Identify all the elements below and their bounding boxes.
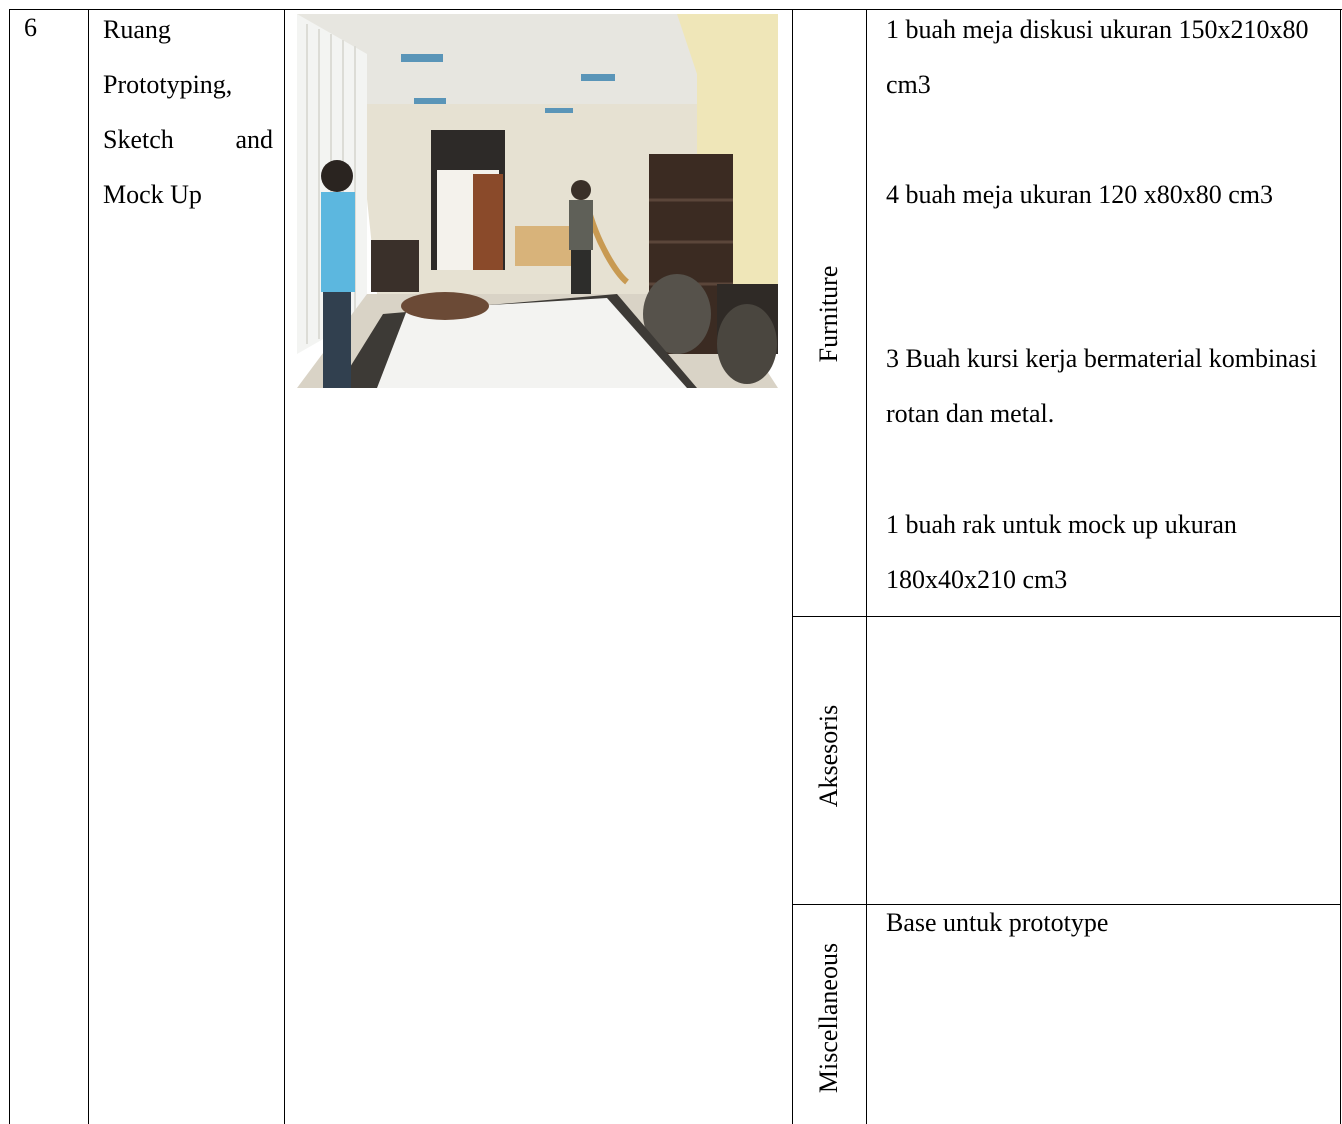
column-divider-4 <box>866 9 867 1124</box>
room-name-line-4: Mock Up <box>103 180 202 209</box>
row-divider-furniture <box>792 616 1341 617</box>
category-label-furniture: Furniture <box>814 265 843 363</box>
room-name-line-1: Ruang <box>103 15 171 44</box>
room-name-word-sketch: Sketch <box>103 125 174 154</box>
category-label-miscellaneous: Miscellaneous <box>814 942 843 1094</box>
room-photo <box>297 14 778 388</box>
column-divider-1 <box>88 9 89 1124</box>
row-number: 6 <box>24 13 37 42</box>
table-right-border <box>1340 9 1341 1124</box>
category-label-aksesoris: Aksesoris <box>814 704 843 808</box>
furniture-item-4: 1 buah rak untuk mock up ukuran 180x40x210 cm3 <box>886 510 1237 594</box>
table-left-border <box>9 9 10 1124</box>
miscellaneous-item-1: Base untuk prototype <box>886 908 1109 937</box>
column-divider-2 <box>284 9 285 1124</box>
room-name-line-2: Prototyping, <box>103 70 233 99</box>
furniture-item-2: 4 buah meja ukuran 120 x80x80 cm3 <box>886 180 1274 209</box>
room-name-word-and: and <box>235 125 273 154</box>
room-name-line-3 <box>103 112 273 167</box>
furniture-item-1: 1 buah meja diskusi ukuran 150x210x80 cm3 <box>886 15 1309 99</box>
column-divider-3 <box>792 9 793 1124</box>
furniture-item-3: 3 Buah kursi kerja bermaterial kombinasi rotan dan metal. <box>886 344 1318 428</box>
